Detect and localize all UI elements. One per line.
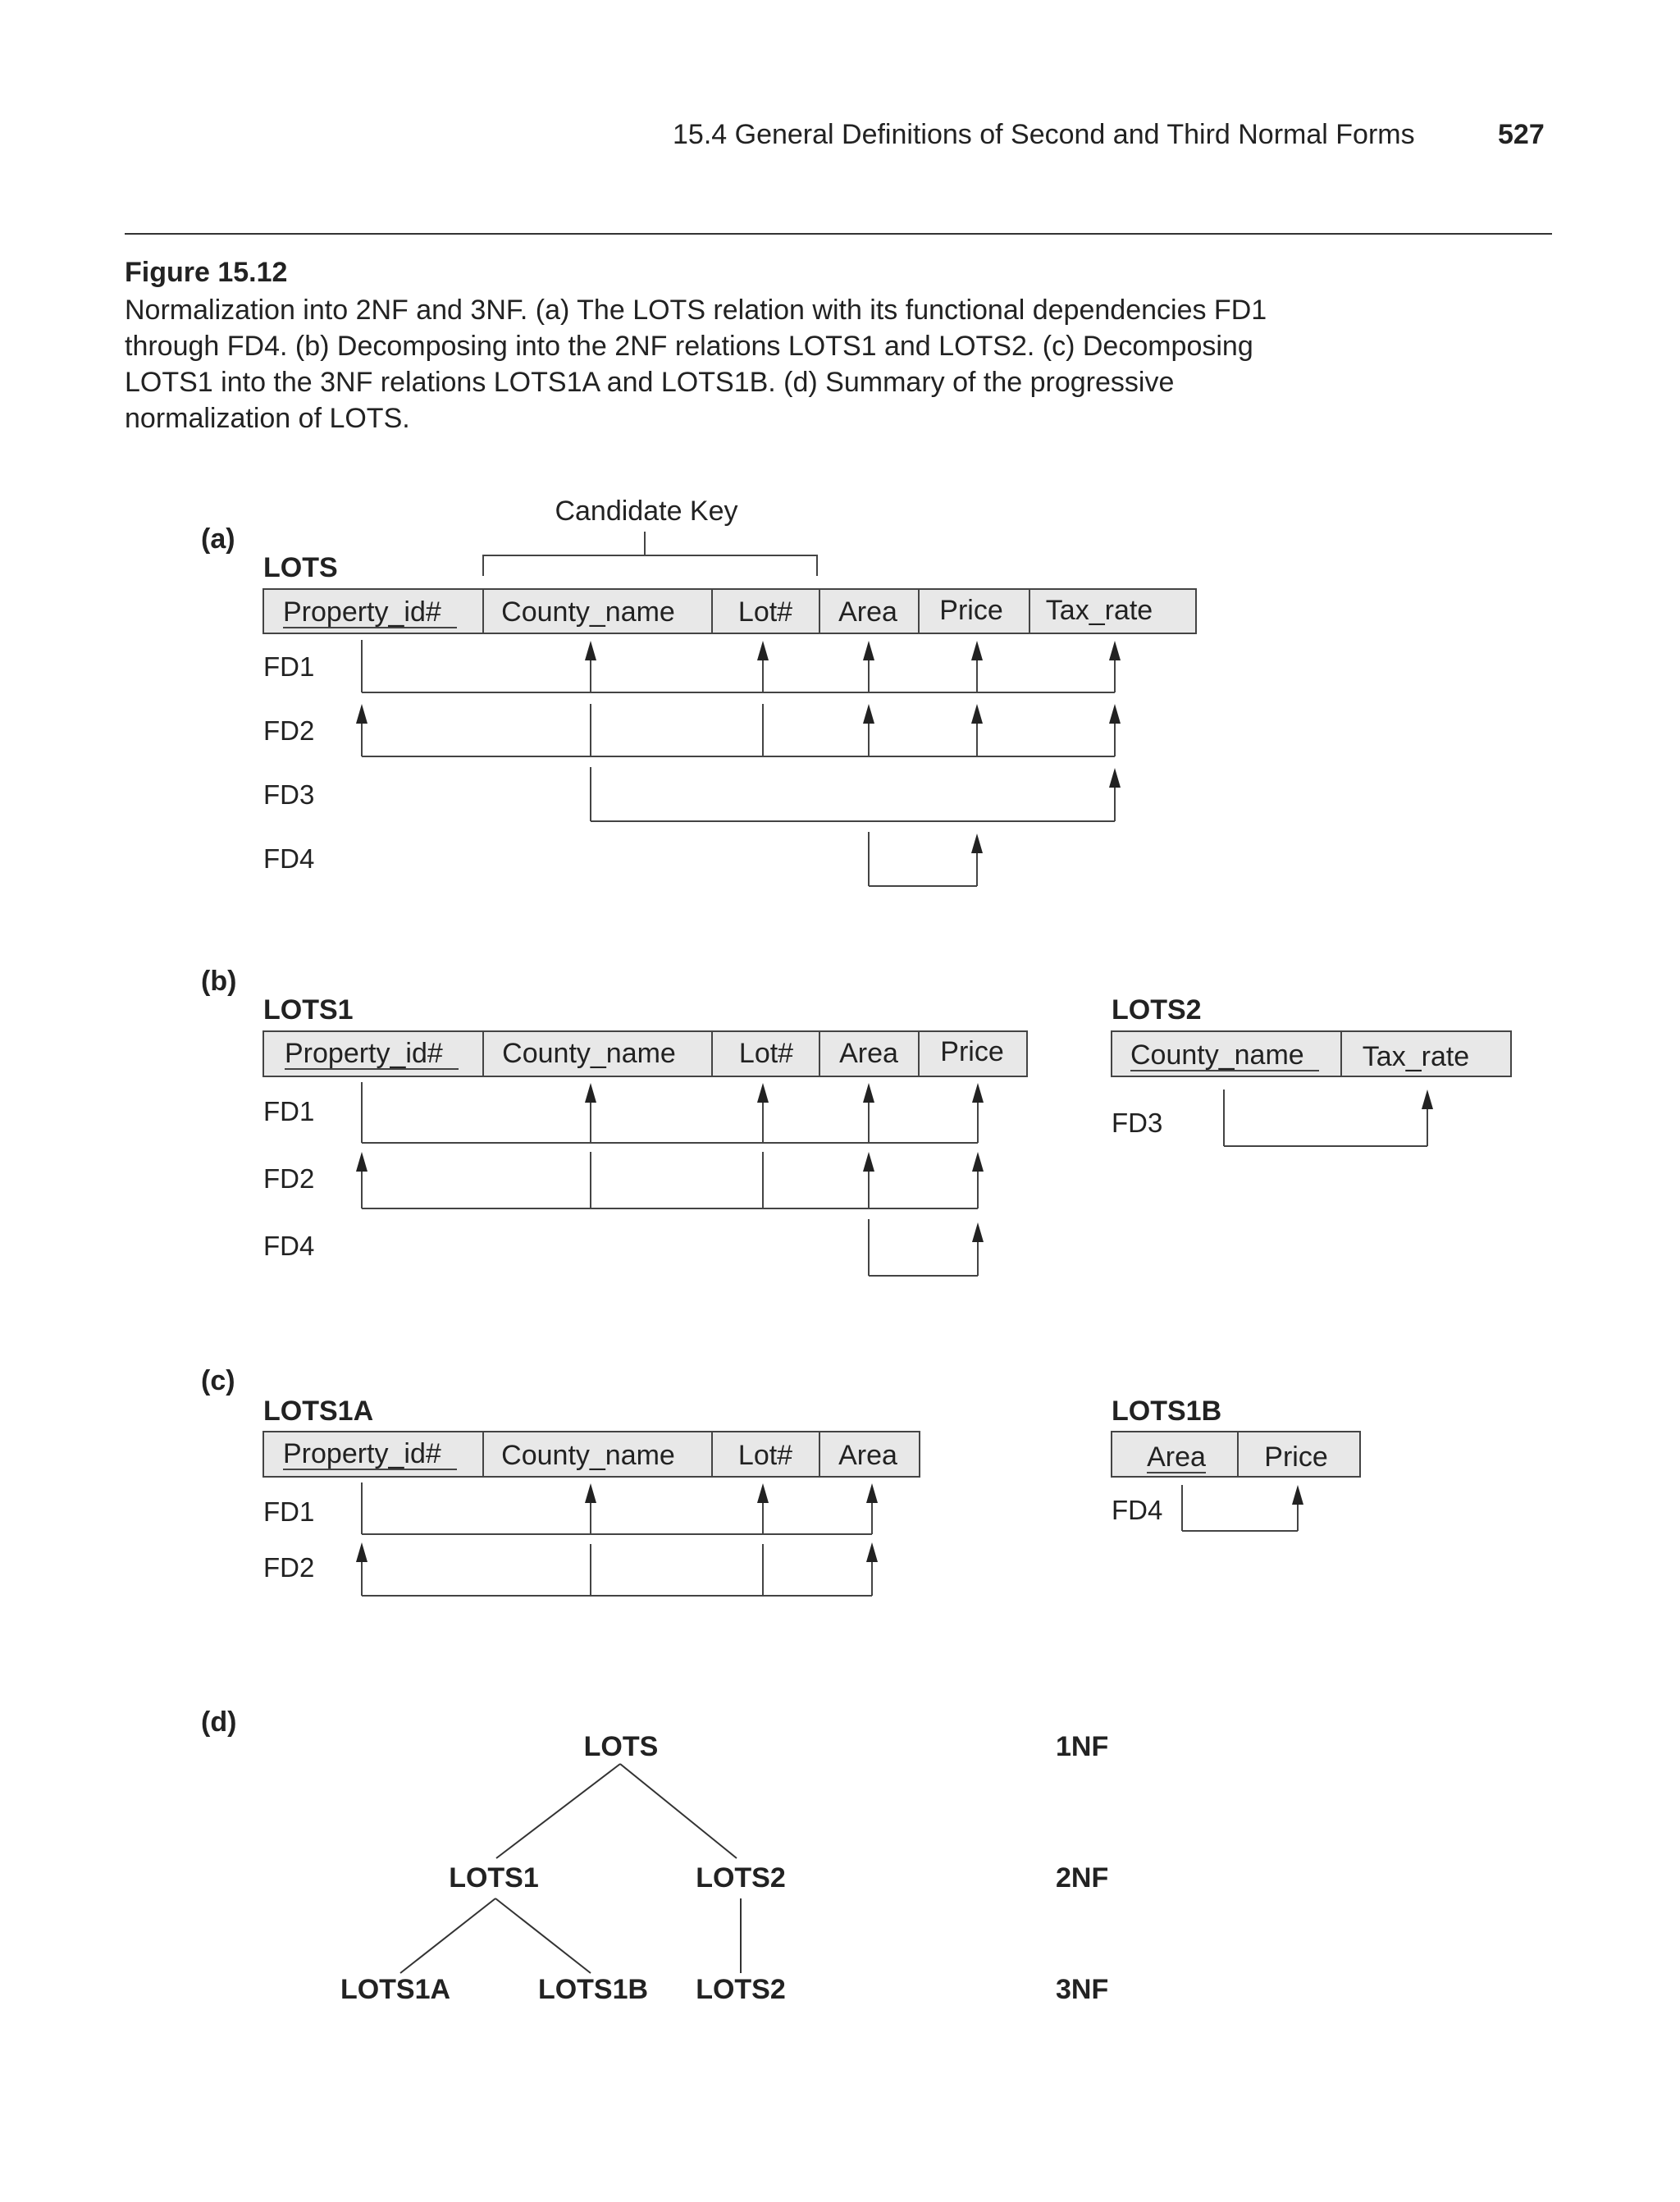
fd1-label-a: FD1 [263,651,315,682]
attr-price: Price [939,595,1003,626]
relation-name-lots1b: LOTS1B [1112,1396,1222,1427]
relation-name-lots: LOTS [263,552,338,583]
relation-lots-row [263,589,1196,633]
relation-lots1a-row [263,1432,920,1477]
fd2-label-b: FD2 [263,1163,315,1194]
attr-lot: Lot# [737,596,793,628]
tree-node-lots1b: LOTS1B [537,1974,649,2005]
fd2-arrows-b [356,1152,984,1208]
fd1-label-b: FD1 [263,1096,315,1126]
relation-name-lots1: LOTS1 [263,994,354,1026]
fd3-arrows-b [1224,1090,1433,1146]
fd1-arrows-a [362,640,1121,692]
part-b-label: (b) [201,966,237,997]
normalization-tree [340,1731,786,2005]
fd1-label-c: FD1 [263,1496,315,1527]
part-c-label: (c) [201,1365,235,1396]
attr-property-id: Property_id# [283,1438,441,1469]
attr-property-id: Property_id# [285,1038,443,1069]
fd1-arrows-b [362,1082,984,1143]
attr-area: Area [839,1038,898,1069]
fd3-label-b: FD3 [1112,1108,1163,1138]
attr-county-name: County_name [501,596,675,628]
part-d-label: (d) [201,1706,237,1738]
attr-area: Area [838,1440,897,1471]
fd2-label-c: FD2 [263,1552,315,1583]
part-a-label: (a) [201,523,235,555]
figure-caption: Normalization into 2NF and 3NF. (a) The LOTS relation with its functional dependencies FD1 through FD4. (b) Decomposing into the 2NF relations LOTS1 and LOTS2. (c) Decomposing LOTS1 into the 3NF relations LOTS1A and LOTS1B. (d) Summary of the progressive normalization of LOTS. [125,295,1267,434]
fd2-label-a: FD2 [263,715,315,746]
attr-county-name: County_name [501,1440,675,1471]
relation-name-lots2: LOTS2 [1112,994,1202,1026]
attr-property-id: Property_id# [283,596,441,628]
fd4-arrows-b [869,1219,984,1276]
fd4-arrows-c [1182,1485,1303,1531]
attr-area: Area [838,596,897,628]
level-2nf: 2NF [1056,1862,1109,1894]
tree-node-lots2-3nf: LOTS2 [696,1974,786,2005]
relation-lots1b-row [1112,1432,1360,1477]
fd2-arrows-a [356,704,1121,756]
relation-lots2-row [1112,1031,1511,1076]
running-header-section: 15.4 General Definitions of Second and Third Normal Forms [673,119,1415,150]
attr-county-name: County_name [1130,1039,1304,1071]
fd4-arrows-a [869,832,983,886]
fd4-label-c: FD4 [1112,1495,1163,1525]
attr-price: Price [1264,1441,1328,1473]
fd3-arrows-a [591,767,1121,821]
fd3-label-a: FD3 [263,779,315,810]
attr-tax-rate: Tax_rate [1362,1041,1470,1072]
attr-lot: Lot# [737,1440,793,1471]
tree-node-lots2: LOTS2 [696,1862,786,1894]
attr-area: Area [1147,1441,1206,1473]
tree-node-lots1a: LOTS1A [340,1974,451,2005]
attr-tax-rate: Tax_rate [1045,595,1153,626]
tree-node-lots1: LOTS1 [449,1862,539,1894]
fd1-arrows-c [362,1482,878,1534]
attr-price: Price [940,1036,1004,1067]
fd4-label-b: FD4 [263,1231,315,1261]
candidate-key-label: Candidate Key [555,496,738,527]
tree-node-lots: LOTS [583,1731,659,1762]
relation-lots1-row [263,1031,1027,1076]
page-number: 527 [1498,119,1545,150]
figure-title: Figure 15.12 [125,257,288,288]
attr-lot: Lot# [738,1038,794,1069]
attr-county-name: County_name [502,1038,676,1069]
fd2-arrows-c [356,1542,878,1596]
candidate-key-bracket [483,532,817,576]
level-1nf: 1NF [1056,1731,1109,1762]
relation-name-lots1a: LOTS1A [263,1396,374,1427]
level-3nf: 3NF [1056,1974,1109,2005]
fd4-label-a: FD4 [263,843,315,874]
